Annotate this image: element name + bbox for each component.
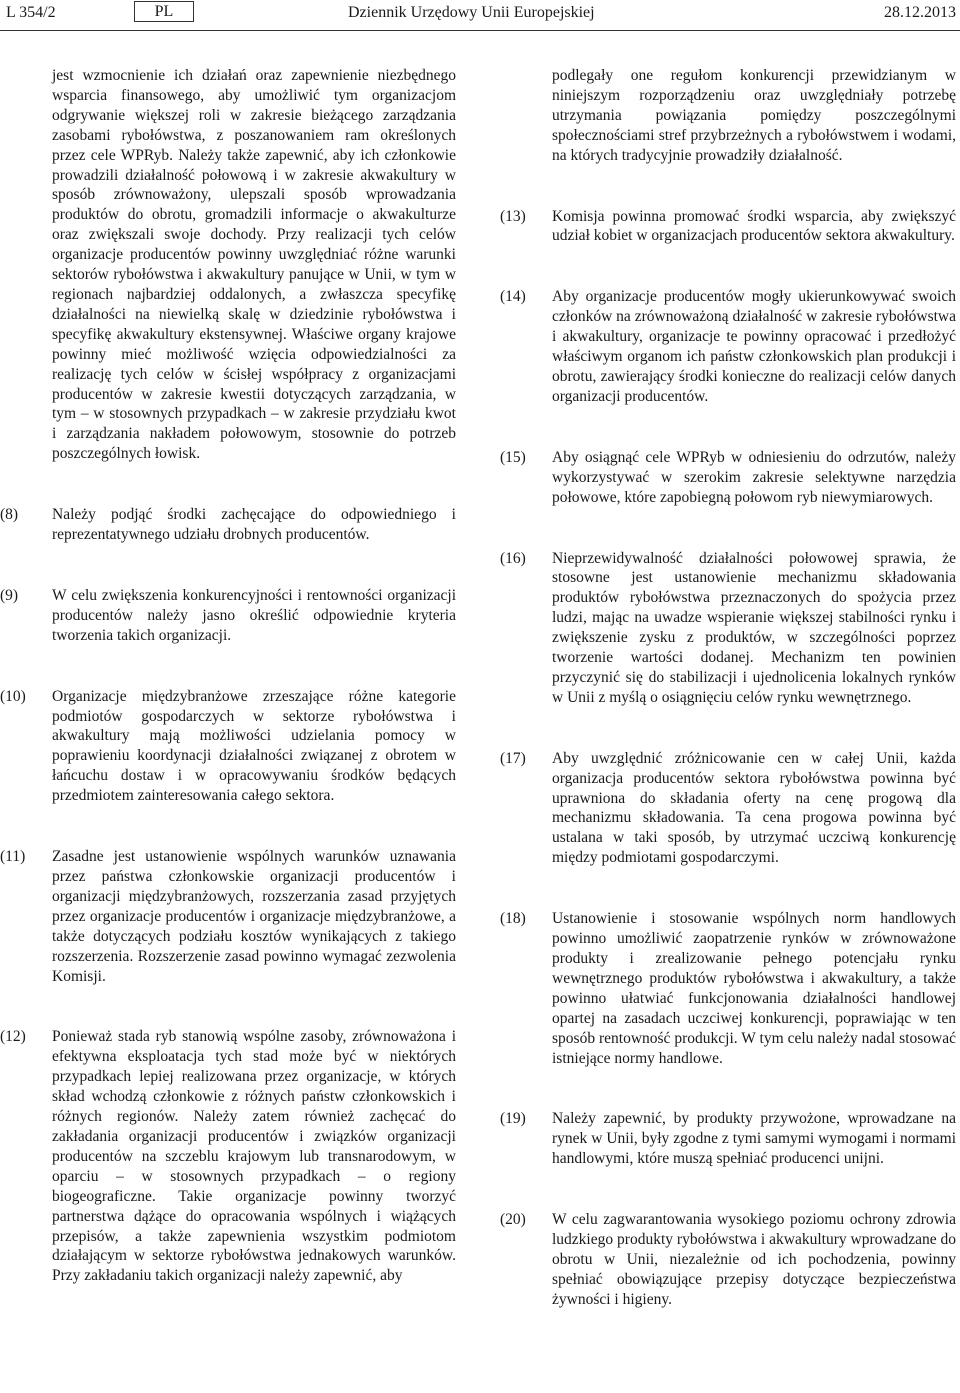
recital-text: Zasadne jest ustanowienie wspólnych warunków uznawania przez państwa członkowskie organizacji producentów i organizacji międzybranżowych, rozszerzania zasad przyjętych przez organizacje producentów i organizacje międzybranżowe, a także dotyczących podziału kosztów wynikających z takiego rozszerzenia. Rozszerzenie zasad powinno wymagać zezwolenia Komisji. <box>52 848 456 985</box>
recital-number: (11) <box>0 848 26 866</box>
recital-number: (8) <box>0 506 19 524</box>
recital-number: (19) <box>500 1110 526 1128</box>
recital <box>500 1210 956 1310</box>
recital <box>0 586 456 646</box>
recital-text: W celu zagwarantowania wysokiego poziomu ochrony zdrowia ludzkiego produkty rybołówstwa i akwakultury wprowadzane do obrotu w Unii, niezależnie od ich pochodzenia, powinny spełniać obowiązujące przepisy dotyczące bezpieczeństwa żywności i higieny. <box>552 1211 956 1308</box>
publication-date: 28.12.2013 <box>884 4 956 21</box>
recital-number: (15) <box>500 448 526 466</box>
recital <box>500 448 956 508</box>
recital <box>500 1109 956 1169</box>
recital-text: Ustanowienie i stosowanie wspólnych norm handlowych powinno umożliwić zaopatrzenie rynków w zrównoważone produkty i zrealizowanie pełnego potencjału rynku wewnętrznego produktów rybołówstwa i akwakultury, a także powinno ułatwiać funkcjonowania działalności handlowej opartej na zasadach uczciwej konkurencji, poprawiając w ten sposób rentowność produkcji. W tym celu należy nadal stosować istniejące normy handlowe. <box>552 910 956 1067</box>
recital <box>0 1027 456 1286</box>
recital-number: (13) <box>500 207 526 225</box>
page-number: L 354/2 <box>6 4 56 21</box>
recital <box>500 207 956 247</box>
recital-text: Organizacje międzybranżowe zrzeszające różne kategorie podmiotów gospodarczych w sektorze rybołówstwa i akwakultury mają możliwości udzielania pomocy w poprawieniu koordynacji działalności związanej z obrotem w łańcuchu dostaw i w opracowywaniu środków będących przedmiotem zainteresowania całego sektora. <box>52 687 456 805</box>
recital <box>0 687 456 806</box>
recital-number: (17) <box>500 749 526 767</box>
recital <box>0 847 456 986</box>
recital-number: (18) <box>500 910 526 928</box>
recital <box>500 549 956 708</box>
language-badge: PL <box>134 1 194 22</box>
recital-number: (20) <box>500 1211 526 1229</box>
recital-text: Należy zapewnić, by produkty przywożone, wprowadzane na rynek w Unii, były zgodne z tymi samymi wymogami i normami handlowymi, które muszą spełniać producenci unijni. <box>552 1110 956 1168</box>
recital <box>0 505 456 545</box>
recital-12-continuation: podlegały one regułom konkurencji przewidzianym w niniejszym rozporządzeniu oraz uwzględniały potrzebę utrzymania powiązania pomiędzy poszczególnymi społecznościami stref przybrzeżnych a rybołówstwem i wodami, na których tradycyjnie prowadziły działalność. <box>552 67 956 164</box>
recital-number: (12) <box>0 1028 26 1046</box>
recital-text: Nieprzewidywalność działalności połowowej sprawia, że stosowne jest ustanowienie mechanizmu składowania produktów rybołówstwa przeznaczonych do spożycia przez ludzi, mając na uwadze wspieranie większej stabilności rynku i zwiększenie zysku z produktów, w szczególności poprzez tworzenie wartości dodanej. Mechanizm ten powinien przyczynić się do stabilizacji i ujednolicenia lokalnych rynków w Unii z myślą o osiągnięciu celów rynku wewnętrznego. <box>552 549 956 706</box>
recital <box>500 287 956 406</box>
recital-text: Należy podjąć środki zachęcające do odpowiedniego i reprezentatywnego udziału drobnych producentów. <box>52 506 456 544</box>
recital-text: Komisja powinna promować środki wsparcia, aby zwiększyć udział kobiet w organizacjach producentów sektora akwakultury. <box>552 207 956 245</box>
page-header <box>0 0 960 31</box>
recital-7-continuation: jest wzmocnienie ich działań oraz zapewnienie niezbędnego wsparcia finansowego, aby umożliwić tym organizacjom odgrywanie większej roli w zakresie bieżącego zarządzania zasobami rybołówstwa, z poszanowaniem ram określonych przez cele WPRyb. Należy także zapewnić, aby ich członkowie prowadzili działalność połowową i w zakresie akwakultury w sposób zrównoważony, ulepszali sposób wprowadzania produktów do obrotu, gromadzili informacje o akwakulturze oraz zwiększali swoje dochody. Przy realizacji tych celów organizacje producentów powinny uwzględniać różne warunki sektorów rybołówstwa i akwakultury panujące w Unii, w tym w regionach najbardziej oddalonych, a zwłaszcza specyfikę działalności na niewielką skalę w dziedzinie rybołówstwa i specyfikę akwakultury ekstensywnej. Właściwe organy krajowe powinny mieć możliwość wzięcia odpowiedzialności za realizację tych celów w ścisłej współpracy z organizacjami producentów w zakresie kwestii dotyczących zarządzania, w tym – w stosownych przypadkach – w zakresie przydziału kwot i zarządzania nakładem połowowym, stosownie do potrzeb poszczególnych łowisk. <box>52 67 456 463</box>
recital-number: (10) <box>0 687 26 705</box>
recital-number: (14) <box>500 288 526 306</box>
recital-text: W celu zwiększenia konkurencyjności i rentowności organizacji producentów należy jasno określić odpowiednie kryteria tworzenia takich organizacji. <box>52 586 456 644</box>
recital-text: Aby organizacje producentów mogły ukierunkowywać swoich członków na zrównoważoną działalność w zakresie rybołówstwa i akwakultury, organizacje te powinny opracować i przedłożyć właściwym organom ich państw członkowskich plan produkcji i obrotu, zawierający środki konieczne do realizacji celów danych organizacji producentów. <box>552 288 956 405</box>
journal-title: Dziennik Urzędowy Unii Europejskiej <box>348 4 595 21</box>
right-column <box>500 66 956 1310</box>
recital-number: (9) <box>0 586 19 604</box>
left-column <box>0 66 456 1286</box>
recital-text: Aby osiągnąć cele WPRyb w odniesieniu do odrzutów, należy wykorzystywać w szerokim zakresie selektywne narzędzia połowowe, które zapobiegną połowom ryb niewymiarowych. <box>552 448 956 506</box>
recital <box>500 909 956 1068</box>
recital-text: Ponieważ stada ryb stanowią wspólne zasoby, zrównoważona i efektywna eksploatacja tych stad może być w niektórych przypadkach lepiej realizowana przez organizacje, w których skład wchodzą członkowie z różnych państw członkowskich i różnych regionów. Należy zatem również zachęcać do zakładania organizacji producentów i związków organizacji producentów na szczeblu krajowym lub transnarodowym, w oparciu – w stosownych przypadkach – o regiony biogeograficzne. Takie organizacje powinny tworzyć partnerstwa dążące do opracowania wspólnych i wiążących przepisów, a także zapewnienia wszystkim podmiotom działającym w sektorze rybołówstwa jednakowych warunków. Przy zakładaniu takich organizacji należy zapewnić, aby <box>52 1028 456 1285</box>
recital-number: (16) <box>500 549 526 567</box>
recital <box>500 749 956 868</box>
recital-text: Aby uwzględnić zróżnicowanie cen w całej Unii, każda organizacja producentów sektora rybołówstwa powinna być uprawniona do składania oferty na cenę progową dla mechanizmu składowania. Ta cena progowa powinna być ustalana w taki sposób, by utrzymać uczciwą konkurencję między podmiotami gospodarczymi. <box>552 749 956 867</box>
